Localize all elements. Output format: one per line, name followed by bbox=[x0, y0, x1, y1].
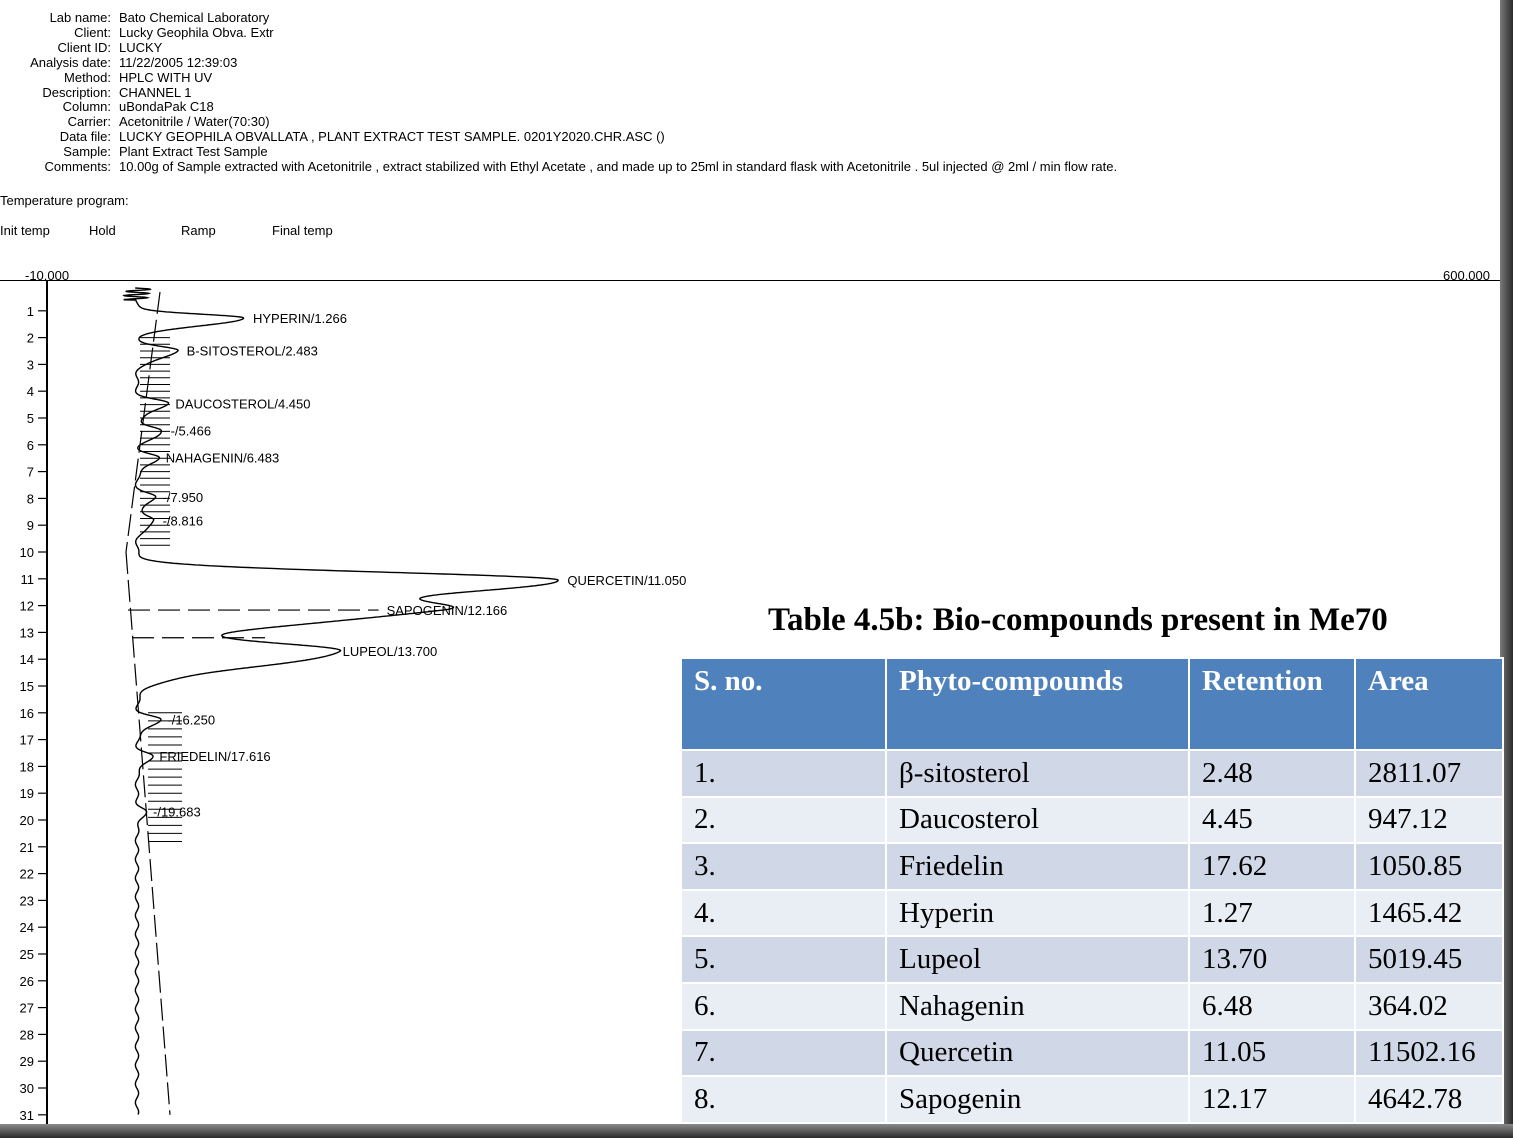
header-label: Description: bbox=[42, 84, 111, 100]
time-tick-label: 23 bbox=[19, 893, 34, 909]
cell-compound: β-sitosterol bbox=[886, 750, 1189, 797]
cell-sno: 6. bbox=[681, 983, 886, 1030]
cell-compound: Lupeol bbox=[886, 936, 1189, 983]
header-row bbox=[0, 86, 1117, 101]
temp-col-hold: Hold bbox=[89, 223, 116, 238]
header-row bbox=[0, 145, 1117, 160]
peak-label: B-SITOSTEROL/2.483 bbox=[186, 343, 318, 359]
header-row bbox=[0, 71, 1117, 86]
cell-retention: 17.62 bbox=[1189, 843, 1355, 890]
time-tick-label: 9 bbox=[26, 518, 34, 534]
table-row bbox=[681, 983, 1503, 1030]
cell-area: 947.12 bbox=[1355, 797, 1503, 844]
peak-label: DAUCOSTEROL/4.450 bbox=[175, 396, 311, 412]
table-row bbox=[681, 797, 1503, 844]
header-retention: Retention bbox=[1189, 658, 1355, 750]
cell-compound: Sapogenin bbox=[886, 1076, 1189, 1123]
peak-label: FRIEDELIN/17.616 bbox=[159, 749, 271, 765]
peak-label: -/7.950 bbox=[162, 490, 204, 506]
time-tick-label: 2 bbox=[26, 330, 34, 346]
table-row bbox=[681, 1076, 1503, 1123]
header-area: Area bbox=[1355, 658, 1503, 750]
cell-retention: 4.45 bbox=[1189, 797, 1355, 844]
time-tick-label: 26 bbox=[19, 973, 34, 989]
time-tick-label: 25 bbox=[19, 947, 34, 962]
time-tick-label: 8 bbox=[26, 491, 34, 507]
header-value: uBondaPak C18 bbox=[119, 99, 214, 115]
cell-sno: 1. bbox=[681, 750, 886, 797]
cell-sno: 2. bbox=[681, 797, 886, 844]
time-tick-label: 18 bbox=[19, 759, 34, 775]
header-value: 10.00g of Sample extracted with Acetonitrile , extract stabilized with Ethyl Acetate , and made up to 25ml in standard flask with Acetonitrile . 5ul injected @ 2ml / min flow rate. bbox=[119, 159, 1118, 175]
header-value: Plant Extract Test Sample bbox=[119, 144, 268, 160]
time-tick-label: 3 bbox=[26, 357, 34, 373]
peak-label: -/19.683 bbox=[153, 804, 201, 820]
table-row bbox=[681, 1030, 1503, 1077]
cell-area: 364.02 bbox=[1355, 983, 1503, 1030]
table-row bbox=[681, 890, 1503, 937]
header-value: Acetonitrile / Water(70:30) bbox=[119, 114, 270, 130]
time-tick-label: 10 bbox=[19, 545, 34, 560]
cell-compound: Hyperin bbox=[886, 890, 1189, 937]
time-tick-label: 31 bbox=[19, 1107, 34, 1123]
time-tick-label: 17 bbox=[19, 732, 34, 748]
time-tick-label: 7 bbox=[26, 464, 34, 480]
header-row bbox=[0, 41, 1117, 56]
peak-label: NAHAGENIN/6.483 bbox=[165, 450, 280, 466]
cell-compound: Nahagenin bbox=[886, 983, 1189, 1030]
header-value: CHANNEL 1 bbox=[119, 84, 192, 100]
cell-retention: 1.27 bbox=[1189, 890, 1355, 937]
header-label: Data file: bbox=[59, 129, 111, 145]
cell-area: 5019.45 bbox=[1355, 936, 1503, 983]
header-label: Client: bbox=[74, 24, 111, 40]
header-value: 11/22/2005 12:39:03 bbox=[119, 54, 238, 70]
peak-label: HYPERIN/1.266 bbox=[253, 310, 347, 326]
peak-label: -/16.250 bbox=[167, 712, 216, 728]
cell-retention: 2.48 bbox=[1189, 750, 1355, 797]
time-tick-label: 20 bbox=[19, 813, 34, 828]
peak-label: -/8.816 bbox=[162, 513, 204, 529]
cell-area: 1050.85 bbox=[1355, 843, 1503, 890]
time-tick-label: 5 bbox=[26, 411, 34, 426]
header-label: Method: bbox=[64, 69, 111, 85]
time-tick-label: 15 bbox=[19, 679, 34, 694]
peak-label: QUERCETIN/11.050 bbox=[567, 573, 687, 589]
signal-trace bbox=[124, 288, 558, 1115]
header-label: Column: bbox=[62, 99, 111, 115]
header-label: Sample: bbox=[63, 144, 111, 160]
cell-sno: 8. bbox=[681, 1076, 886, 1123]
header-value: Lucky Geophila Obva. Extr bbox=[119, 24, 274, 40]
table-row bbox=[681, 750, 1503, 797]
cell-retention: 6.48 bbox=[1189, 983, 1355, 1030]
peak-label: -/5.466 bbox=[170, 423, 212, 439]
header-value: Bato Chemical Laboratory bbox=[119, 10, 270, 25]
time-tick-label: 24 bbox=[19, 920, 34, 936]
time-tick-label: 1 bbox=[26, 303, 34, 319]
header-row bbox=[0, 115, 1117, 130]
header-row bbox=[0, 160, 1117, 175]
header-sno: S. no. bbox=[681, 658, 886, 750]
header-label: Comments: bbox=[44, 159, 111, 175]
header-value: LUCKY GEOPHILA OBVALLATA , PLANT EXTRACT TEST SAMPLE. 0201Y2020.CHR.ASC () bbox=[119, 129, 665, 145]
signal-axis-min-label: -10.000 bbox=[25, 268, 70, 283]
table-row bbox=[681, 843, 1503, 890]
time-tick-label: 21 bbox=[19, 839, 34, 855]
cell-compound: Friedelin bbox=[886, 843, 1189, 890]
time-tick-label: 30 bbox=[19, 1081, 34, 1096]
header-row bbox=[0, 56, 1117, 71]
time-tick-label: 4 bbox=[26, 384, 34, 400]
time-tick-label: 12 bbox=[19, 598, 34, 614]
header-label: Analysis date: bbox=[30, 54, 111, 70]
time-tick-label: 19 bbox=[19, 786, 34, 802]
cell-sno: 5. bbox=[681, 936, 886, 983]
header-value: HPLC WITH UV bbox=[119, 69, 213, 85]
table-title: Table 4.5b: Bio-compounds present in Me70 bbox=[768, 602, 1388, 638]
time-tick-label: 6 bbox=[26, 437, 34, 453]
time-tick-label: 28 bbox=[19, 1027, 34, 1043]
table-header-row bbox=[681, 658, 1503, 750]
cell-sno: 3. bbox=[681, 843, 886, 890]
time-tick-label: 27 bbox=[19, 1000, 34, 1016]
temp-col-init: Init temp bbox=[0, 223, 50, 238]
temp-col-ramp: Ramp bbox=[181, 223, 216, 238]
time-tick-label: 16 bbox=[19, 705, 34, 721]
compounds-table bbox=[680, 657, 1504, 1124]
cell-area: 11502.16 bbox=[1355, 1030, 1503, 1077]
header-compound: Phyto-compounds bbox=[886, 658, 1189, 750]
cell-retention: 13.70 bbox=[1189, 936, 1355, 983]
signal-axis-max-label: 600.000 bbox=[1443, 268, 1490, 283]
temp-col-final: Final temp bbox=[272, 223, 333, 238]
header-label: Client ID: bbox=[57, 39, 111, 55]
peak-label: LUPEOL/13.700 bbox=[342, 644, 438, 660]
header-row bbox=[0, 130, 1117, 145]
header-value: LUCKY bbox=[119, 39, 163, 55]
cell-area: 2811.07 bbox=[1355, 750, 1503, 797]
time-tick-label: 11 bbox=[20, 571, 34, 587]
cell-retention: 11.05 bbox=[1189, 1030, 1355, 1077]
cell-sno: 7. bbox=[681, 1030, 886, 1077]
cell-sno: 4. bbox=[681, 890, 886, 937]
time-tick-label: 13 bbox=[19, 625, 34, 641]
peak-label: SAPOGENIN/12.166 bbox=[386, 603, 508, 619]
cell-compound: Daucosterol bbox=[886, 797, 1189, 844]
report-header bbox=[0, 11, 1117, 175]
header-label: Carrier: bbox=[67, 114, 111, 130]
header-row bbox=[0, 100, 1117, 115]
time-tick-label: 14 bbox=[19, 652, 34, 668]
page-shadow-bottom bbox=[0, 1124, 1513, 1138]
cell-compound: Quercetin bbox=[886, 1030, 1189, 1077]
cell-area: 1465.42 bbox=[1355, 890, 1503, 937]
cell-retention: 12.17 bbox=[1189, 1076, 1355, 1123]
header-row bbox=[0, 26, 1117, 41]
table-row bbox=[681, 936, 1503, 983]
header-row bbox=[0, 11, 1117, 26]
header-label: Lab name: bbox=[49, 10, 111, 25]
time-tick-label: 22 bbox=[19, 866, 34, 882]
time-tick-label: 29 bbox=[19, 1054, 34, 1070]
temperature-program-title: Temperature program: bbox=[0, 193, 129, 208]
cell-area: 4642.78 bbox=[1355, 1076, 1503, 1123]
